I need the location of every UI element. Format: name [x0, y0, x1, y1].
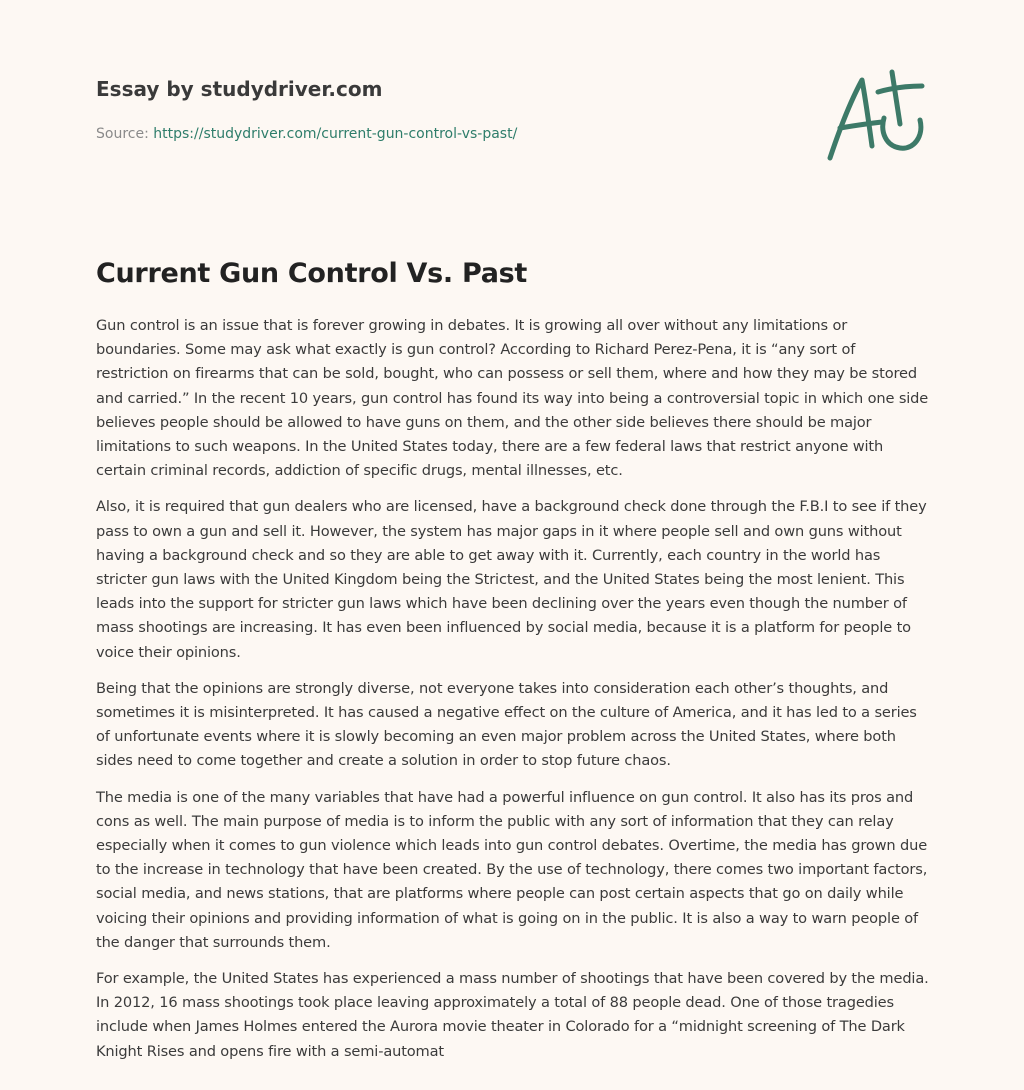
essay-paragraph: The media is one of the many variables that have had a powerful influence on gun control. It also has its pros and cons as well. The main purpose of media is to inform the public with any sort of information that they can relay especially when it comes to gun violence which leads into gun control debates. Overtime, the media has grown due to the increase in technology that have been created. By the use of technology, there comes two important factors, social media, and news stations, that are platforms where people can post certain aspects that go on daily while voicing their opinions and providing information of what is going on in the public. It is also a way to warn people of the danger that surrounds them. — [96, 788, 928, 951]
essay-body — [96, 314, 930, 1076]
page-header — [96, 72, 796, 144]
a-plus-logo-icon — [820, 66, 930, 166]
source-line — [96, 124, 796, 144]
source-label: Source: — [96, 126, 149, 142]
essay-paragraph: Also, it is required that gun dealers who are licensed, have a background check done through the F.B.I to see if they pass to own a gun and sell it. However, the system has major gaps in it where people sell and own guns without having a background check and so they are able to get away with it. Currently, each country in the world has stricter gun laws with the United Kingdom being the Strictest, and the United States being the most lenient. This leads into the support for stricter gun laws which have been declining over the years even though the number of mass shootings are increasing. It has even been influenced by social media, because it is a platform for people to voice their opinions. — [96, 498, 927, 661]
essay-paragraph: For example, the United States has experienced a mass number of shootings that have been covered by the media. In 2012, 16 mass shootings took place leaving approximately a total of 88 people dead. One of those tragedies include when James Holmes entered the Aurora movie theater in Colorado for a “midnight screening of The Dark Knight Rises and opens fire with a semi-automat — [96, 970, 929, 1060]
essay-paragraph: Being that the opinions are strongly diverse, not everyone takes into consideration each other’s thoughts, and sometimes it is misinterpreted. It has caused a negative effect on the culture of America, and it has led to a series of unfortunate events where it is slowly becoming an even major problem across the United States, where both sides need to come together and create a solution in order to stop future chaos. — [96, 679, 917, 770]
source-link[interactable]: https://studydriver.com/current-gun-control-vs-past/ — [153, 126, 518, 142]
essay-title: Current Gun Control Vs. Past — [96, 258, 528, 289]
brand-title: Essay by studydriver.com — [96, 77, 383, 101]
essay-paragraph: Gun control is an issue that is forever growing in debates. It is growing all over without any limitations or boundaries. Some may ask what exactly is gun control? According to Richard Perez-Pena, it is “any sort of restriction on firearms that can be sold, bought, who can possess or sell them, where and how they may be stored and carried.” In the recent 10 years, gun control has found its way into being a controversial topic in which one side believes people should be allowed to have guns on them, and the other side believes there should be major limitations to such weapons. In the United States today, there are a few federal laws that restrict anyone with certain criminal records, addiction of specific drugs, mental illnesses, etc. — [96, 317, 929, 480]
